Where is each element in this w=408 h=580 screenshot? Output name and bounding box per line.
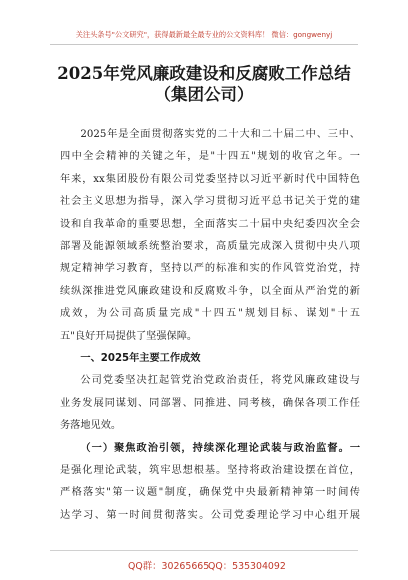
- text-line: 规定精神学习教育，坚持以严的标准和实的作风管党治党，持: [60, 263, 360, 275]
- text-line: 续纵深推进党风廉政建设和反腐败斗争，以全面从严治党的新: [60, 285, 360, 297]
- footer-qq-group: QQ群：30265665: [128, 561, 210, 572]
- text-line: 社会主义思想为指导，深入学习贯彻习近平总书记关于党的建: [60, 196, 360, 208]
- section-heading: 一、2025年主要工作成效: [80, 352, 201, 364]
- subsection-heading: （一）聚焦政治引领，持续深化理论武装与政治监督。: [80, 442, 350, 455]
- text-line: 设和自我革命的重要思想，全面落实二十届中央纪委四次全会: [60, 218, 360, 230]
- text-line: 是强化理论武装，筑牢思想根基。坚持将政治建设摆在首位，: [60, 464, 360, 476]
- paragraph-intro: [60, 124, 360, 527]
- header-banner: 关注头条号"公文研究"，获得最新最全最专业的公文资料库！ 微信：gongwenyj: [75, 30, 333, 39]
- document-title: 2025年党风廉政建设和反腐败工作总结: [57, 64, 351, 83]
- footer-divider: [50, 550, 358, 551]
- footer-qq: QQ：535304092: [208, 561, 286, 572]
- text-line: 务落地见效。: [60, 420, 122, 432]
- subsection-heading-trail: 一: [349, 442, 360, 455]
- text-line: 四中全会精神的关键之年，是"十四五"规划的收官之年。一: [60, 151, 360, 163]
- document-subtitle: （集团公司）: [154, 85, 254, 104]
- text-line: 成效，为公司高质量完成"十四五"规划目标、谋划"十五: [60, 308, 360, 320]
- text-line: 部署及能源领域系统整治要求，高质量完成深入贯彻中央八项: [60, 240, 360, 252]
- text-line: 业务发展同谋划、同部署、同推进、同考核，确保各项工作任: [60, 397, 360, 409]
- text-line: 达学习、第一时间贯彻落实。公司党委理论学习中心组开展: [60, 509, 360, 521]
- text-line: 五"良好开局提供了坚强保障。: [60, 330, 198, 342]
- text-line: 2025年是全面贯彻落实党的二十大和二十届二中、三中、: [80, 129, 360, 140]
- text-line: 年来，xx集团股份有限公司党委坚持以习近平新时代中国特色: [60, 173, 360, 185]
- header-divider: [50, 44, 358, 45]
- subsection-heading-line: [60, 437, 360, 459]
- text-line: 公司党委坚决扛起管党治党政治责任，将党风廉政建设与: [80, 375, 360, 387]
- text-line: 严格落实"第一议题"制度，确保党中央最新精神第一时间传: [60, 487, 360, 499]
